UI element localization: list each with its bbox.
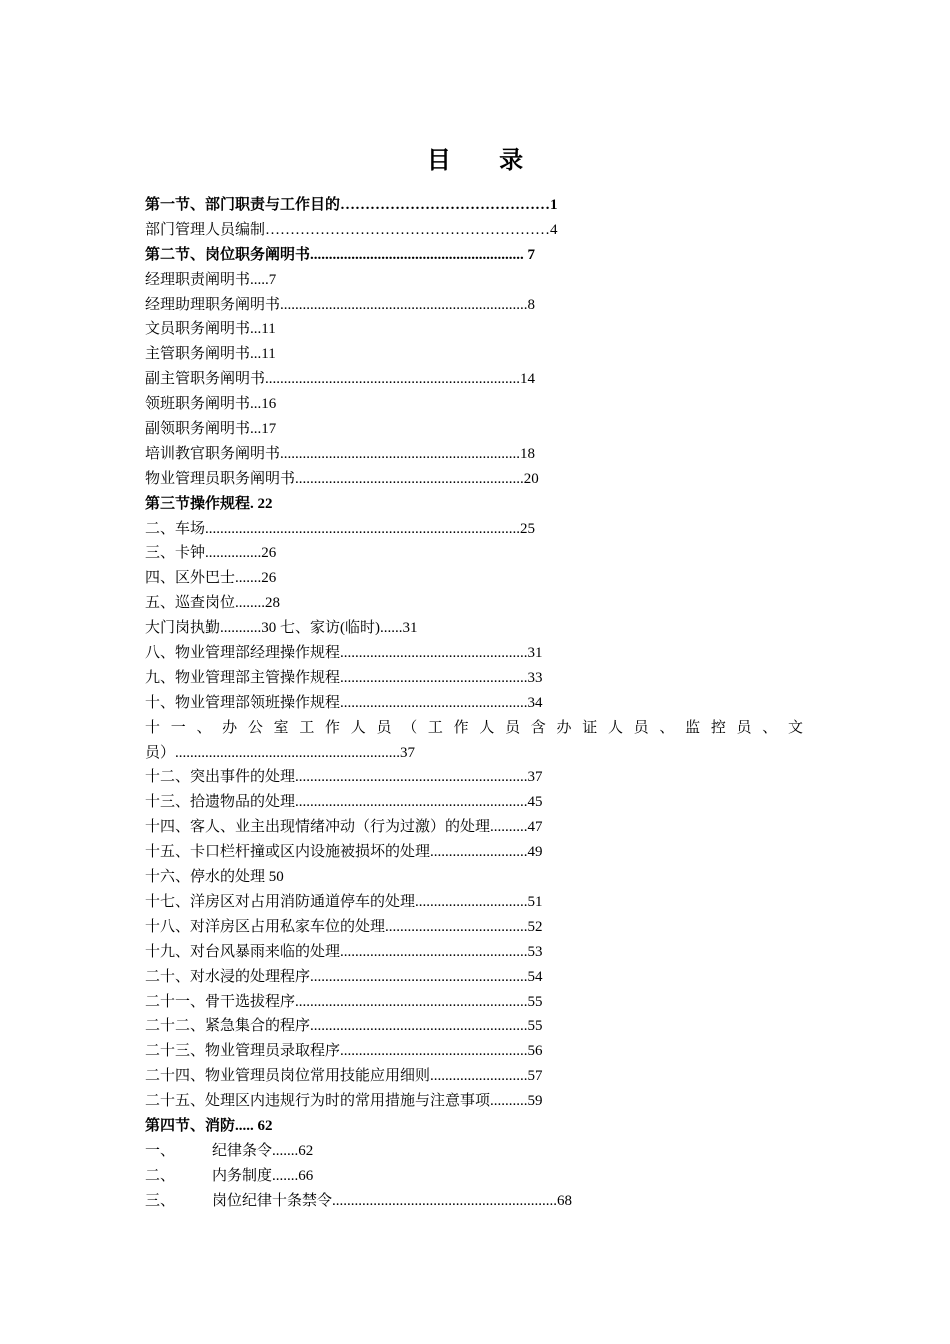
toc-entry: 十七、洋房区对占用消防通道停车的处理..............................51 xyxy=(145,893,543,910)
toc-entry: 副领职务阐明书...17 xyxy=(145,421,277,438)
toc-item-number: 一、 xyxy=(145,1142,176,1159)
toc-entry: 二十二、紧急集合的程序..........................................................55 xyxy=(145,1018,543,1035)
toc-entry: 十一、办公室工作人员（工作人员含办证人员、监控员、文 xyxy=(145,719,807,736)
toc-item xyxy=(145,1139,807,1164)
toc-entry: 第三节操作规程. 22 xyxy=(145,495,273,512)
toc-entry: 二、车场....................................................................................25 xyxy=(145,520,536,537)
toc-entry: 员）............................................................37 xyxy=(145,744,416,761)
toc-entry: 经理职责阐明书.....7 xyxy=(145,271,277,288)
toc-entry: 培训教官职务阐明书................................................................18 xyxy=(145,445,536,462)
toc-entry: 十三、拾遗物品的处理..............................................................45 xyxy=(145,794,543,811)
toc-item-text: 纪律条令.......62 xyxy=(212,1142,314,1159)
toc-entry: 二十三、物业管理员录取程序..................................................56 xyxy=(145,1043,543,1060)
table-of-contents xyxy=(145,193,807,1214)
toc-entry: 主管职务阐明书...11 xyxy=(145,346,276,363)
toc-entry: 四、区外巴士.......26 xyxy=(145,570,277,587)
toc-entry: 八、物业管理部经理操作规程..................................................31 xyxy=(145,645,543,662)
toc-item-number: 三、 xyxy=(145,1192,176,1209)
toc-entry: 第四节、消防..... 62 xyxy=(145,1117,273,1134)
toc-entry: 领班职务阐明书...16 xyxy=(145,396,277,413)
toc-item-number: 二、 xyxy=(145,1167,176,1184)
toc-entry: 十、物业管理部领班操作规程..................................................34 xyxy=(145,694,543,711)
toc-entry: 二十、对水浸的处理程序..........................................................54 xyxy=(145,968,543,985)
toc-entry: 十六、停水的处理 50 xyxy=(145,869,284,886)
toc-entry: 部门管理人员编制…………………………………………………4 xyxy=(145,221,558,238)
toc-title: 目 录 xyxy=(426,146,544,174)
toc-entry: 十二、突出事件的处理..............................................................37 xyxy=(145,769,543,786)
toc-entry: 第二节、岗位职务阐明书......................................................... 7 xyxy=(145,246,536,263)
toc-entry: 副主管职务阐明书....................................................................14 xyxy=(145,371,536,388)
toc-entry: 文员职务阐明书...11 xyxy=(145,321,276,338)
toc-entry: 十九、对台风暴雨来临的处理..................................................53 xyxy=(145,943,543,960)
toc-entry: 大门岗执勤...........30 七、家访(临时)......31 xyxy=(145,620,418,637)
toc-entry: 二十一、骨干选拔程序..............................................................55 xyxy=(145,993,543,1010)
toc-entry: 物业管理员职务阐明书.............................................................20 xyxy=(145,470,539,487)
toc-entry: 二十四、物业管理员岗位常用技能应用细则..........................57 xyxy=(145,1068,543,1085)
toc-entry: 第一节、部门职责与工作目的……………………………………1 xyxy=(145,197,558,213)
toc-item-text: 内务制度.......66 xyxy=(212,1167,314,1184)
toc-entry: 九、物业管理部主管操作规程..................................................33 xyxy=(145,669,543,686)
toc-entry: 十四、客人、业主出现情绪冲动（行为过激）的处理..........47 xyxy=(145,819,543,836)
toc-entry: 二十五、处理区内违规行为时的常用措施与注意事项..........59 xyxy=(145,1093,543,1110)
toc-item xyxy=(145,1164,807,1189)
toc-item-text: 岗位纪律十条禁令............................................................68 xyxy=(212,1192,573,1209)
toc-entry: 十八、对洋房区占用私家车位的处理......................................52 xyxy=(145,918,543,935)
toc-entry: 三、卡钟...............26 xyxy=(145,545,277,562)
toc-entry: 十五、卡口栏杆撞或区内设施被损坏的处理..........................49 xyxy=(145,844,543,861)
toc-item xyxy=(145,1189,807,1214)
toc-entry: 五、巡查岗位........28 xyxy=(145,595,281,612)
toc-entry: 经理助理职务阐明书..................................................................8 xyxy=(145,296,536,313)
